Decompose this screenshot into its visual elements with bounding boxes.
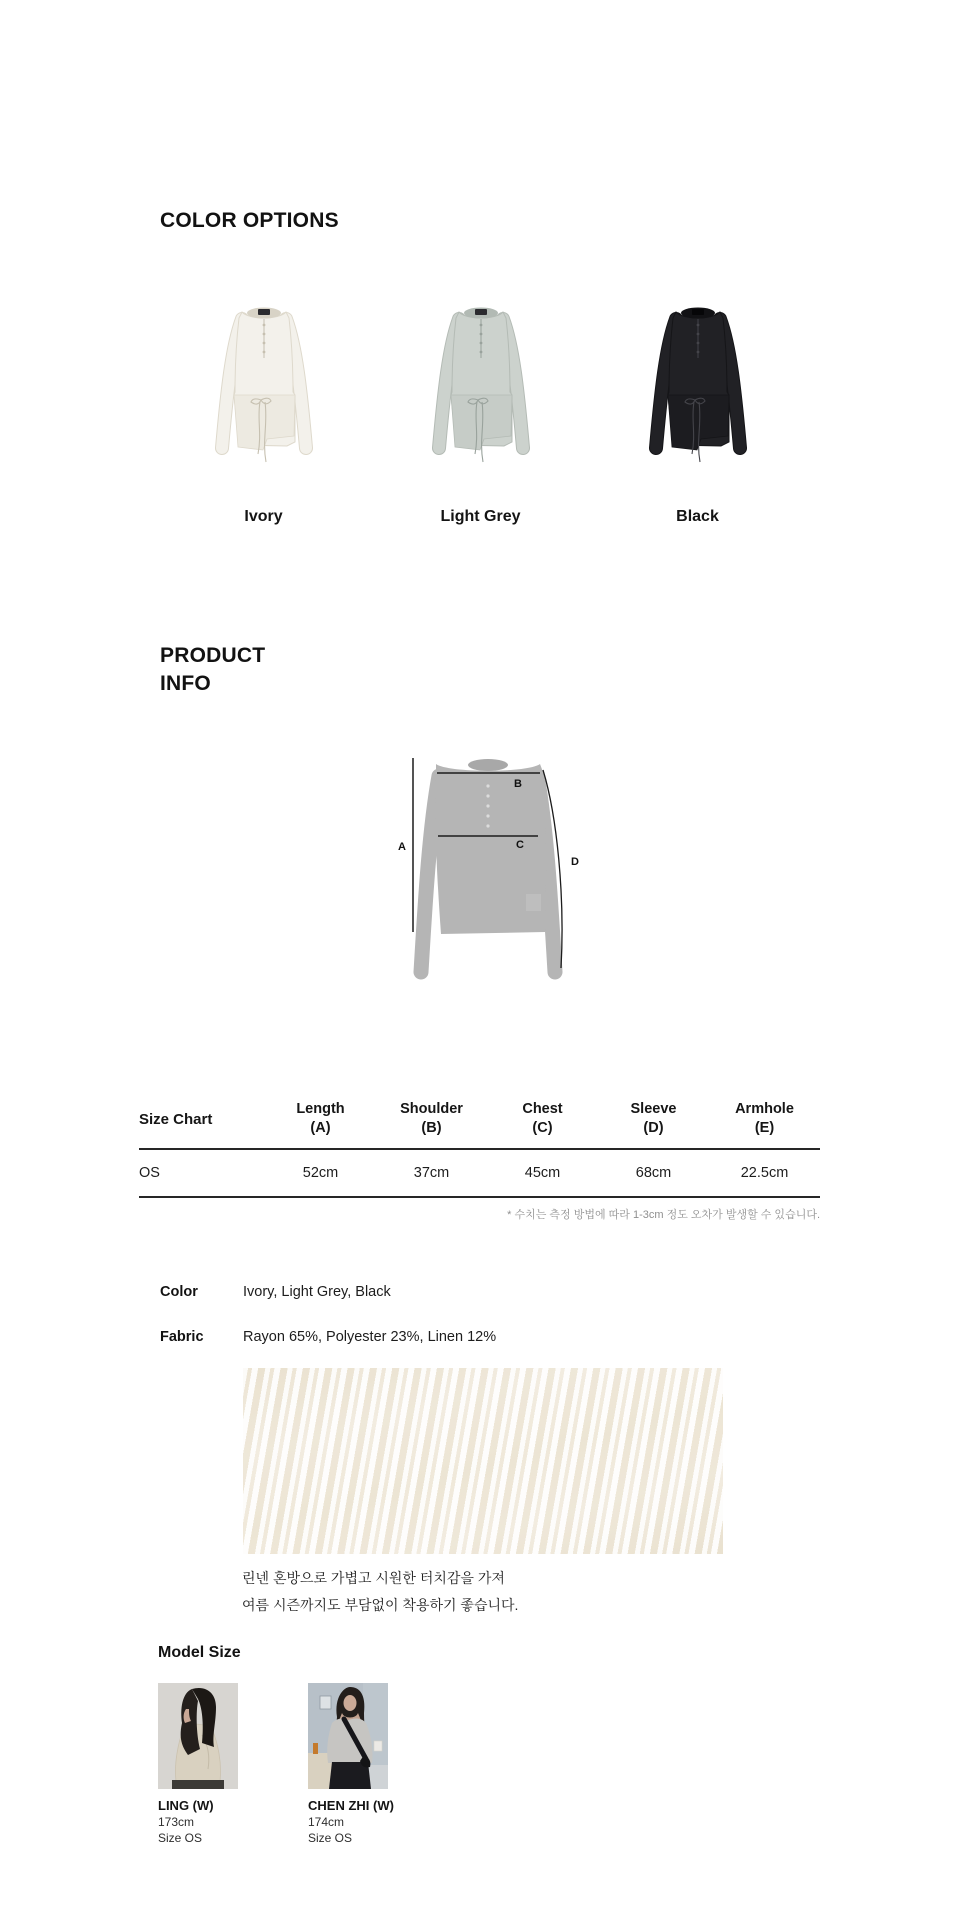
measurement-tolerance-note: * 수치는 측정 방법에 따라 1-3cm 정도 오차가 발생할 수 있습니다.: [507, 1209, 820, 1221]
column-shoulder: Shoulder (B): [400, 1101, 463, 1136]
color-option-ivory: [155, 296, 372, 526]
model-card-chen-zhi: [308, 1683, 394, 1845]
size-os: OS: [139, 1165, 160, 1181]
model-name-ling: LING (W): [158, 1798, 214, 1813]
model-cards: [158, 1683, 394, 1845]
model-photo-chen-zhi: [308, 1683, 388, 1789]
color-detail-label: Color: [160, 1284, 198, 1300]
model-height-ling: 173cm: [158, 1815, 195, 1829]
size-chart-header-row: [139, 1090, 820, 1150]
value-sleeve: 68cm: [635, 1165, 672, 1181]
product-info-heading: [160, 642, 265, 698]
color-detail-row: [160, 1284, 760, 1300]
color-detail-value: Ivory, Light Grey, Black: [243, 1284, 391, 1300]
model-card-ling: [158, 1683, 238, 1845]
color-options-row: [155, 296, 806, 526]
model-size-chen-zhi: Size OS: [308, 1831, 353, 1845]
column-sleeve: Sleeve (D): [630, 1101, 677, 1136]
value-chest: 45cm: [524, 1165, 561, 1181]
fabric-closeup-image: [243, 1368, 723, 1554]
size-chart-table: [139, 1090, 820, 1198]
product-info-heading-line1: PRODUCT: [160, 644, 266, 667]
color-option-light-grey: [372, 296, 589, 526]
size-chart-title: Size Chart: [139, 1110, 213, 1128]
column-length: Length (A): [296, 1101, 345, 1136]
color-label-black: Black: [676, 508, 719, 525]
color-label-ivory: Ivory: [244, 508, 283, 525]
color-option-black: [589, 296, 806, 526]
measurement-diagram: [330, 746, 590, 982]
color-label-light-grey: Light Grey: [440, 508, 521, 525]
fabric-description: [242, 1565, 518, 1619]
fabric-description-line2: 여름 시즌까지도 부담없이 착용하기 좋습니다.: [242, 1597, 519, 1613]
fabric-detail-row: [160, 1329, 760, 1345]
black-garment-image: [623, 296, 773, 474]
diagram-label-c: C: [516, 839, 524, 851]
value-shoulder: 37cm: [413, 1165, 450, 1181]
model-size-ling: Size OS: [158, 1831, 203, 1845]
product-info-heading-line2: INFO: [160, 672, 211, 695]
diagram-label-d: D: [571, 856, 579, 868]
ivory-garment-image: [189, 296, 339, 474]
fabric-detail-value: Rayon 65%, Polyester 23%, Linen 12%: [243, 1329, 497, 1345]
fabric-description-line1: 린넨 혼방으로 가볍고 시원한 터치감을 가져: [242, 1570, 505, 1586]
column-armhole: Armhole (E): [735, 1101, 794, 1136]
model-name-chen-zhi: CHEN ZHI (W): [308, 1798, 394, 1813]
value-armhole: 22.5cm: [740, 1165, 789, 1181]
model-height-chen-zhi: 174cm: [308, 1815, 345, 1829]
size-chart-data-row: [139, 1150, 820, 1198]
column-chest: Chest (C): [522, 1101, 563, 1136]
diagram-label-a: A: [398, 841, 406, 853]
color-options-heading: COLOR OPTIONS: [160, 209, 339, 232]
diagram-label-b: B: [514, 778, 522, 790]
fabric-detail-label: Fabric: [160, 1329, 204, 1345]
light-grey-garment-image: [406, 296, 556, 474]
model-photo-ling: [158, 1683, 238, 1789]
value-length: 52cm: [302, 1165, 339, 1181]
model-size-heading: Model Size: [158, 1644, 241, 1661]
